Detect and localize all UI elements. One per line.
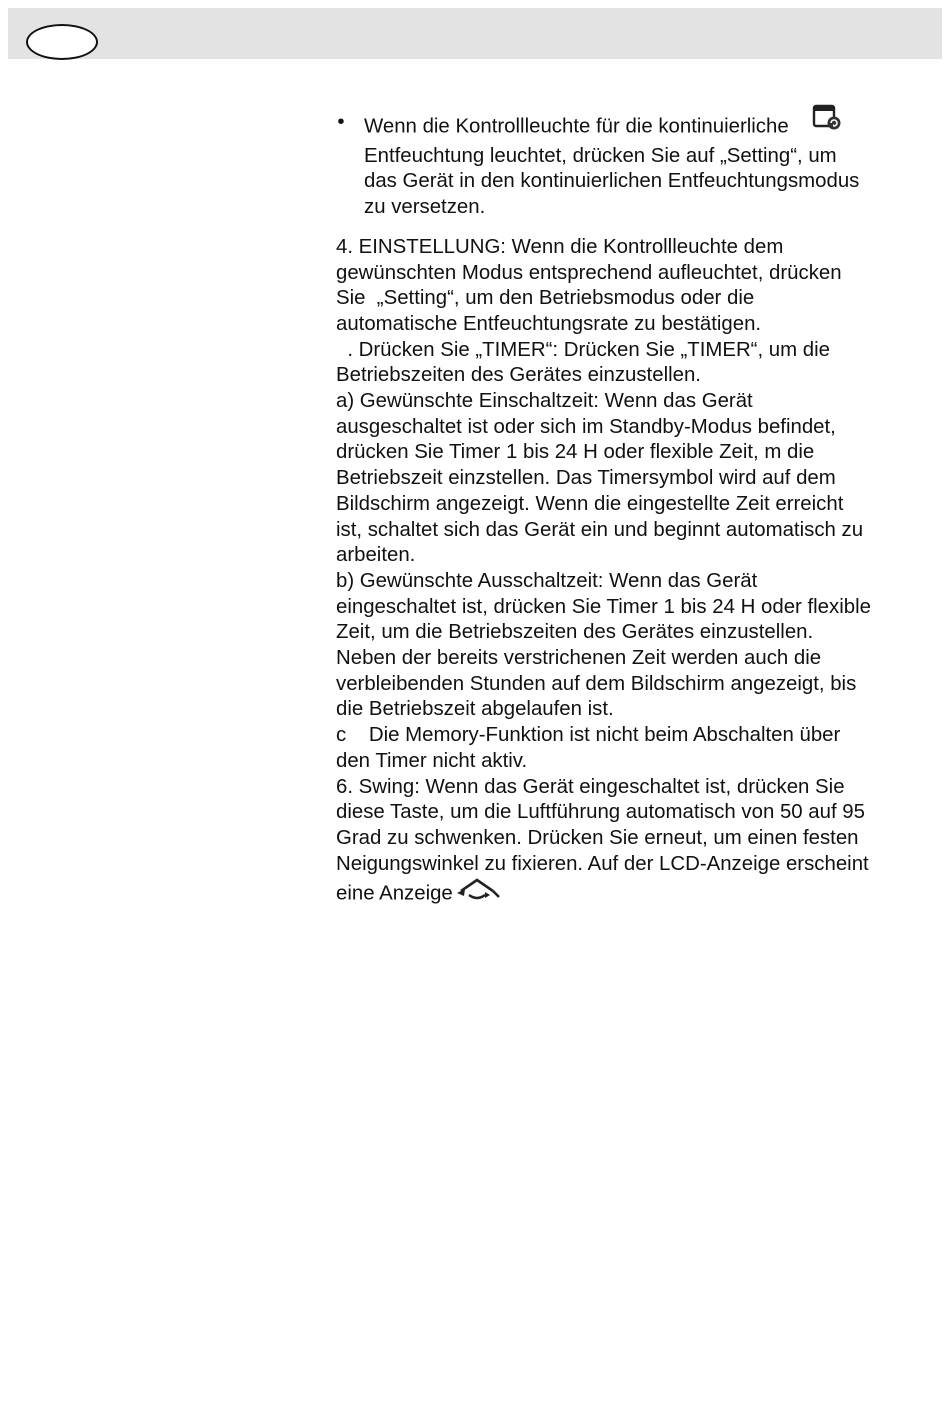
text-line: drücken Sie Timer 1 bis 24 H oder flexible Zeit, m die — [336, 441, 815, 464]
text-line: diese Taste, um die Luftführung automatisch von 50 auf 95 — [336, 801, 865, 824]
continuous-dehumidify-icon — [812, 104, 844, 138]
text-line-last — [336, 877, 946, 911]
text-line: eingeschaltet ist, drücken Sie Timer 1 bis 24 H oder flexible — [336, 595, 871, 618]
text-line: c Die Memory-Funktion ist nicht beim Abschalten über — [336, 724, 841, 747]
text-line: Neben der bereits verstrichenen Zeit werden auch die — [336, 647, 822, 670]
text-line: b) Gewünschte Ausschaltzeit: Wenn das Gerät — [336, 569, 758, 592]
header-band — [8, 8, 942, 59]
text-line: a) Gewünschte Einschaltzeit: Wenn das Gerät — [336, 390, 753, 413]
text-line: 6. Swing: Wenn das Gerät eingeschaltet ist, drücken Sie — [336, 775, 845, 798]
text-line: Betriebszeit einzstellen. Das Timersymbol wird auf dem — [336, 467, 836, 490]
text-line: Zeit, um die Betriebszeiten des Gerätes einzustellen. — [336, 621, 814, 644]
text-line: Grad zu schwenken. Drücken Sie erneut, um einen festen — [336, 826, 859, 849]
bullet-line: das Gerät in den kontinuierlichen Entfeuchtungsmodus — [364, 170, 860, 193]
swing-icon — [455, 875, 503, 909]
text-line: automatische Entfeuchtungsrate zu bestätigen. — [336, 312, 762, 335]
text-line: den Timer nicht aktiv. — [336, 749, 528, 772]
text-line: 4. EINSTELLUNG: Wenn die Kontrollleuchte dem — [336, 235, 784, 258]
text-line: verbleibenden Stunden auf dem Bildschirm angezeigt, bis — [336, 672, 857, 695]
text-line: eine Anzeige — [336, 882, 453, 905]
paragraph-block — [336, 235, 946, 911]
text-line: . Drücken Sie „TIMER“: Drücken Sie „TIMER“, um die — [336, 338, 831, 361]
language-badge — [26, 24, 98, 60]
text-line: Betriebszeiten des Gerätes einzustellen. — [336, 364, 701, 387]
text-line: Sie „Setting“, um den Betriebsmodus oder die — [336, 287, 755, 310]
text-line: gewünschten Modus entsprechend aufleuchtet, drücken — [336, 261, 842, 284]
bullet-line: Wenn die Kontrollleuchte für die kontinuierliche — [364, 115, 789, 138]
text-line: Neigungswinkel zu fixieren. Auf der LCD-Anzeige erscheint — [336, 852, 869, 875]
bullet-marker: • — [337, 111, 345, 133]
text-line: ist, schaltet sich das Gerät ein und beginnt automatisch zu — [336, 518, 864, 541]
text-line: die Betriebszeit abgelaufen ist. — [336, 698, 614, 721]
text-line: arbeiten. — [336, 544, 416, 567]
text-line: Bildschirm angezeigt. Wenn die eingestellte Zeit erreicht — [336, 492, 844, 515]
bullet-line: Entfeuchtung leuchtet, drücken Sie auf „Setting“, um — [364, 144, 837, 167]
text-line: ausgeschaltet ist oder sich im Standby-Modus befindet, — [336, 415, 836, 438]
bullet-line: zu versetzen. — [364, 196, 486, 219]
instruction-text — [336, 110, 946, 911]
bullet-item — [336, 110, 946, 221]
